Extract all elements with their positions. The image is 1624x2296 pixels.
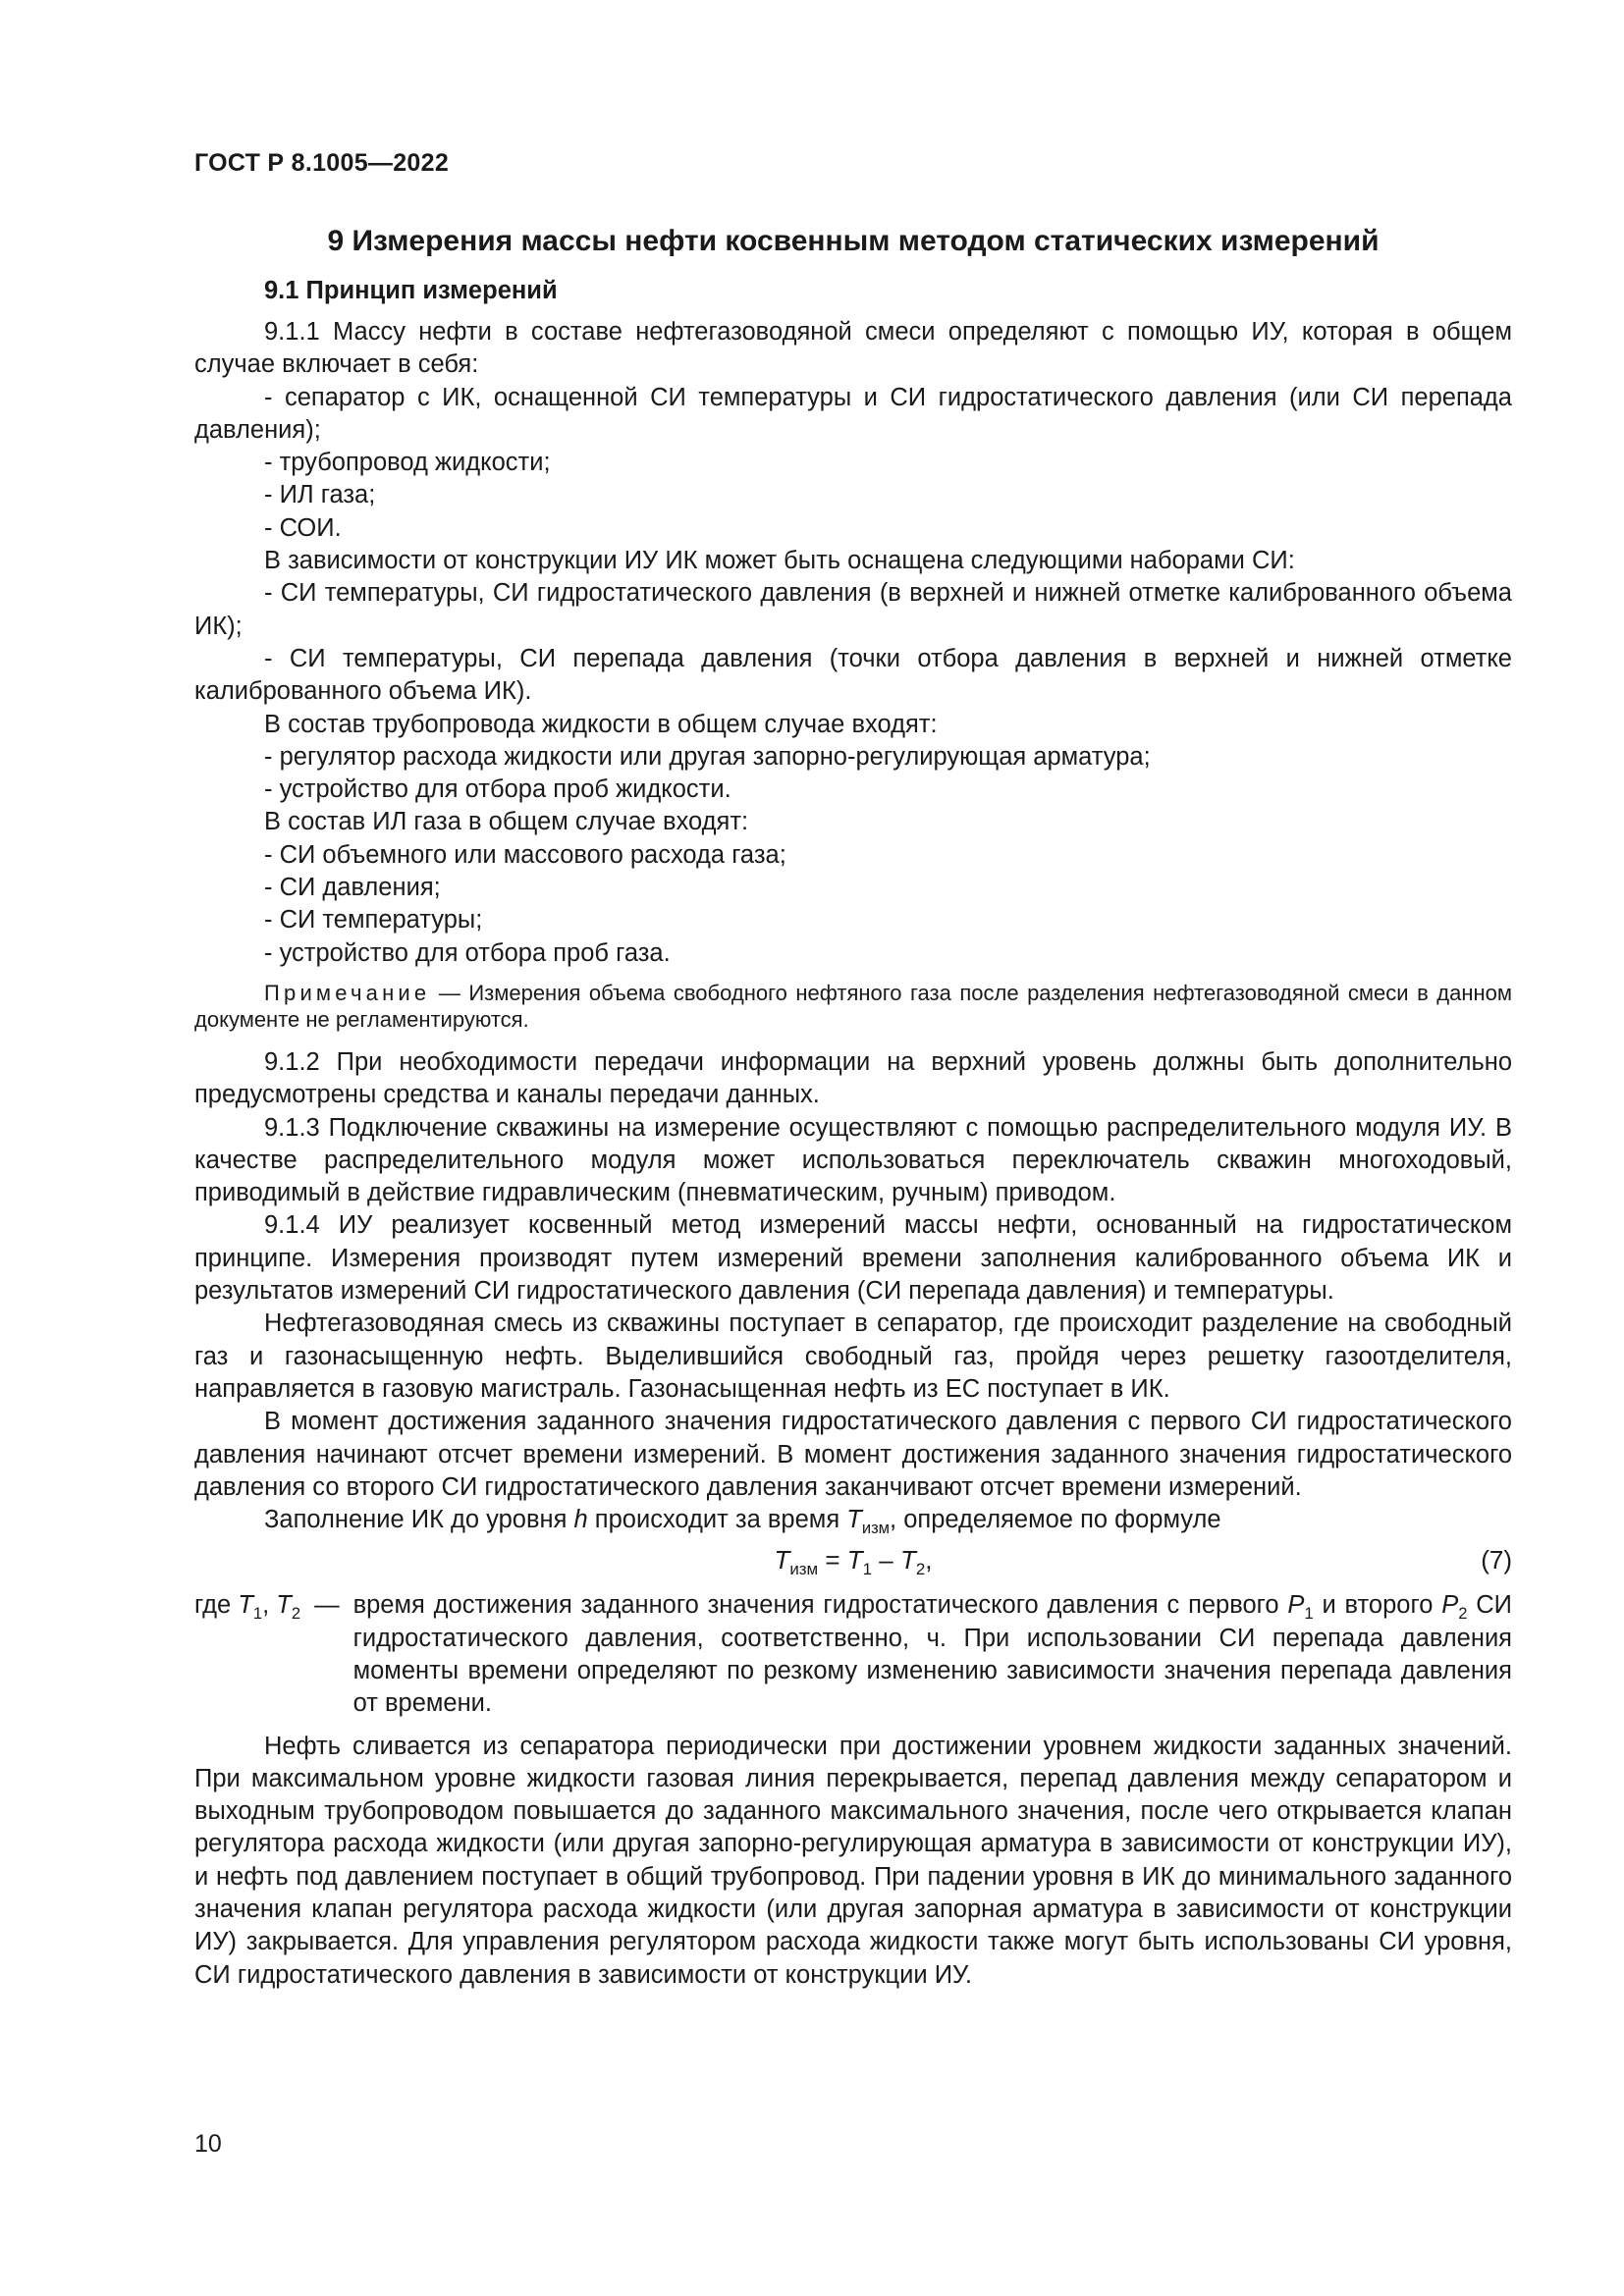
paragraph-mixture: Нефтегазоводяная смесь из скважины поступает в сепаратор, где происходит разделение на свободный газ и газонасыщенную нефть. Выделившийся свободный газ, пройдя через решетку газоотделителя, направляется в газовую магистраль. Газонасыщенная нефть из ЕС поступает в ИК. — [194, 1309, 1512, 1403]
text-run: Заполнение ИК до уровня — [264, 1506, 574, 1534]
section-title: 9 Измерения массы нефти косвенным методом статических измерений — [327, 225, 1380, 257]
where-label — [194, 1589, 300, 1720]
var-h: h — [573, 1506, 588, 1534]
list-item: - ИЛ газа; — [264, 481, 376, 509]
minus-sign: – — [872, 1545, 900, 1575]
text-run: СИ гидростатического давления, соответственно, ч. При использовании СИ перепада давления моменты времени определяют по резкому изменению зависимости значения перепада давления от времени. — [352, 1591, 1512, 1718]
list-item: - трубопровод жидкости; — [264, 449, 551, 477]
paragraph-9-1-4: 9.1.4 ИУ реализует косвенный метод измерений массы нефти, основанный на гидростатическом принципе. Измерения производят путем измерений времени заполнения калиброванного объема ИК и результатов измерений СИ гидростатического давления (СИ перепада давления) и температуры. — [194, 1211, 1512, 1306]
document-body — [194, 222, 1512, 1992]
where-text — [353, 1589, 1512, 1720]
list-item: - СИ температуры, СИ гидростатического давления (в верхней и нижней отметке калиброванного объема ИК); — [194, 579, 1512, 640]
subscript: 2 — [1458, 1604, 1468, 1624]
paragraph-gas-line: В состав ИЛ газа в общем случае входят: — [264, 808, 749, 836]
subscript: 2 — [291, 1604, 301, 1624]
var-T: T — [774, 1545, 790, 1575]
paragraph-9-1-2: 9.1.2 При необходимости передачи информации на верхний уровень должны быть дополнительно предусмотрены средства и каналы передачи данных. — [194, 1047, 1512, 1109]
list-item: - СИ температуры; — [264, 906, 483, 934]
formula — [194, 1540, 1512, 1579]
subscript: 2 — [915, 1560, 926, 1579]
formula-number: (7) — [1481, 1545, 1512, 1575]
paragraph-moment: В момент достижения заданного значения гидростатического давления с первого СИ гидростатического давления начинают отсчет времени измерений. В момент достижения заданного значения гидростатического давления со второго СИ гидростатического давления заканчивают отсчет времени измерений. — [194, 1408, 1512, 1501]
var-P2: P — [1441, 1591, 1459, 1620]
var-T1: T — [846, 1545, 863, 1575]
list-item: - СИ температуры, СИ перепада давления (точки отбора давления в верхней и нижней отметке калиброванного объема ИК). — [194, 644, 1512, 706]
equals-sign: = — [818, 1545, 847, 1575]
list-item: - устройство для отбора проб газа. — [264, 938, 671, 967]
text-run: и второго — [1313, 1591, 1442, 1620]
subscript: 1 — [252, 1604, 263, 1624]
var-P1: P — [1287, 1591, 1305, 1620]
where-dash: — — [314, 1591, 340, 1620]
text-run: , — [262, 1591, 277, 1620]
subscript: изм — [861, 1518, 891, 1537]
paragraph-9-1-1: 9.1.1 Массу нефти в составе нефтегазоводяной смеси определяют с помощью ИУ, которая в общем случае включает в себя: — [194, 318, 1512, 379]
list-item: - СИ объемного или массового расхода газа; — [264, 840, 786, 869]
subsection-title: 9.1 Принцип измерений — [264, 277, 558, 304]
note-text: — Измерения объема свободного нефтяного газа после разделения нефтегазоводяной смеси в данном документе не регламентируются. — [194, 980, 1512, 1032]
formula-row — [194, 1540, 1512, 1585]
text-run: происходит за время — [587, 1506, 847, 1534]
paragraph-9-1-3: 9.1.3 Подключение скважины на измерение осуществляют с помощью распределительного модуля ИУ. В качестве распределительного модуля может использоваться переключатель скважин многоходовый, приводимый в действие гидравлическим (пневматическим, ручным) приводом. — [194, 1113, 1512, 1207]
note — [194, 980, 1512, 1033]
paragraph-filling — [194, 1504, 1512, 1536]
var-T: T — [846, 1506, 862, 1534]
list-item: - СОИ. — [264, 513, 342, 542]
var-T1: T — [238, 1591, 253, 1620]
comma: , — [925, 1545, 933, 1575]
subscript: изм — [789, 1560, 819, 1579]
subscript: 1 — [1304, 1604, 1314, 1624]
var-T2: T — [276, 1591, 292, 1620]
text-run: где — [194, 1591, 239, 1620]
list-item: - устройство для отбора проб жидкости. — [264, 775, 731, 804]
list-item: - сепаратор с ИК, оснащенной СИ температуры и СИ гидростатического давления (или СИ перепада давления); — [194, 383, 1512, 444]
text-run: , определяемое по формуле — [890, 1506, 1221, 1534]
document-header: ГОСТ Р 8.1005—2022 — [194, 149, 450, 177]
subscript: 1 — [862, 1560, 873, 1579]
paragraph-pipeline: В состав трубопровода жидкости в общем случае входят: — [264, 710, 938, 738]
formula-explanation — [194, 1589, 1512, 1720]
paragraph-design: В зависимости от конструкции ИУ ИК может быть оснащена следующими наборами СИ: — [264, 547, 1295, 575]
list-item: - СИ давления; — [264, 874, 441, 902]
text-run: время достижения заданного значения гидростатического давления с первого — [352, 1591, 1288, 1620]
paragraph-drain: Нефть сливается из сепаратора периодически при достижении уровнем жидкости заданных значений. При максимальном уровне жидкости газовая линия перекрывается, перепад давления между сепаратором и выходным трубопроводом повышается до заданного максимального значения, после чего открывается клапан регулятора расхода жидкости (или другая запорно-регулирующая арматура в зависимости от конструкции ИУ), и нефть под давлением поступает в общий трубопровод. При падении уровня в ИК до минимального заданного значения клапан регулятора расхода жидкости (или другая запорная арматура в зависимости от конструкции ИУ) закрывается. Для управления регулятором расхода жидкости также могут быть использованы СИ уровня, СИ гидростатического давления в зависимости от конструкции ИУ. — [194, 1732, 1512, 1989]
note-label: Примечание — [264, 980, 431, 1005]
list-item: - регулятор расхода жидкости или другая запорно-регулирующая арматура; — [264, 742, 1151, 771]
page-number: 10 — [194, 2130, 222, 2158]
var-T2: T — [900, 1545, 916, 1575]
